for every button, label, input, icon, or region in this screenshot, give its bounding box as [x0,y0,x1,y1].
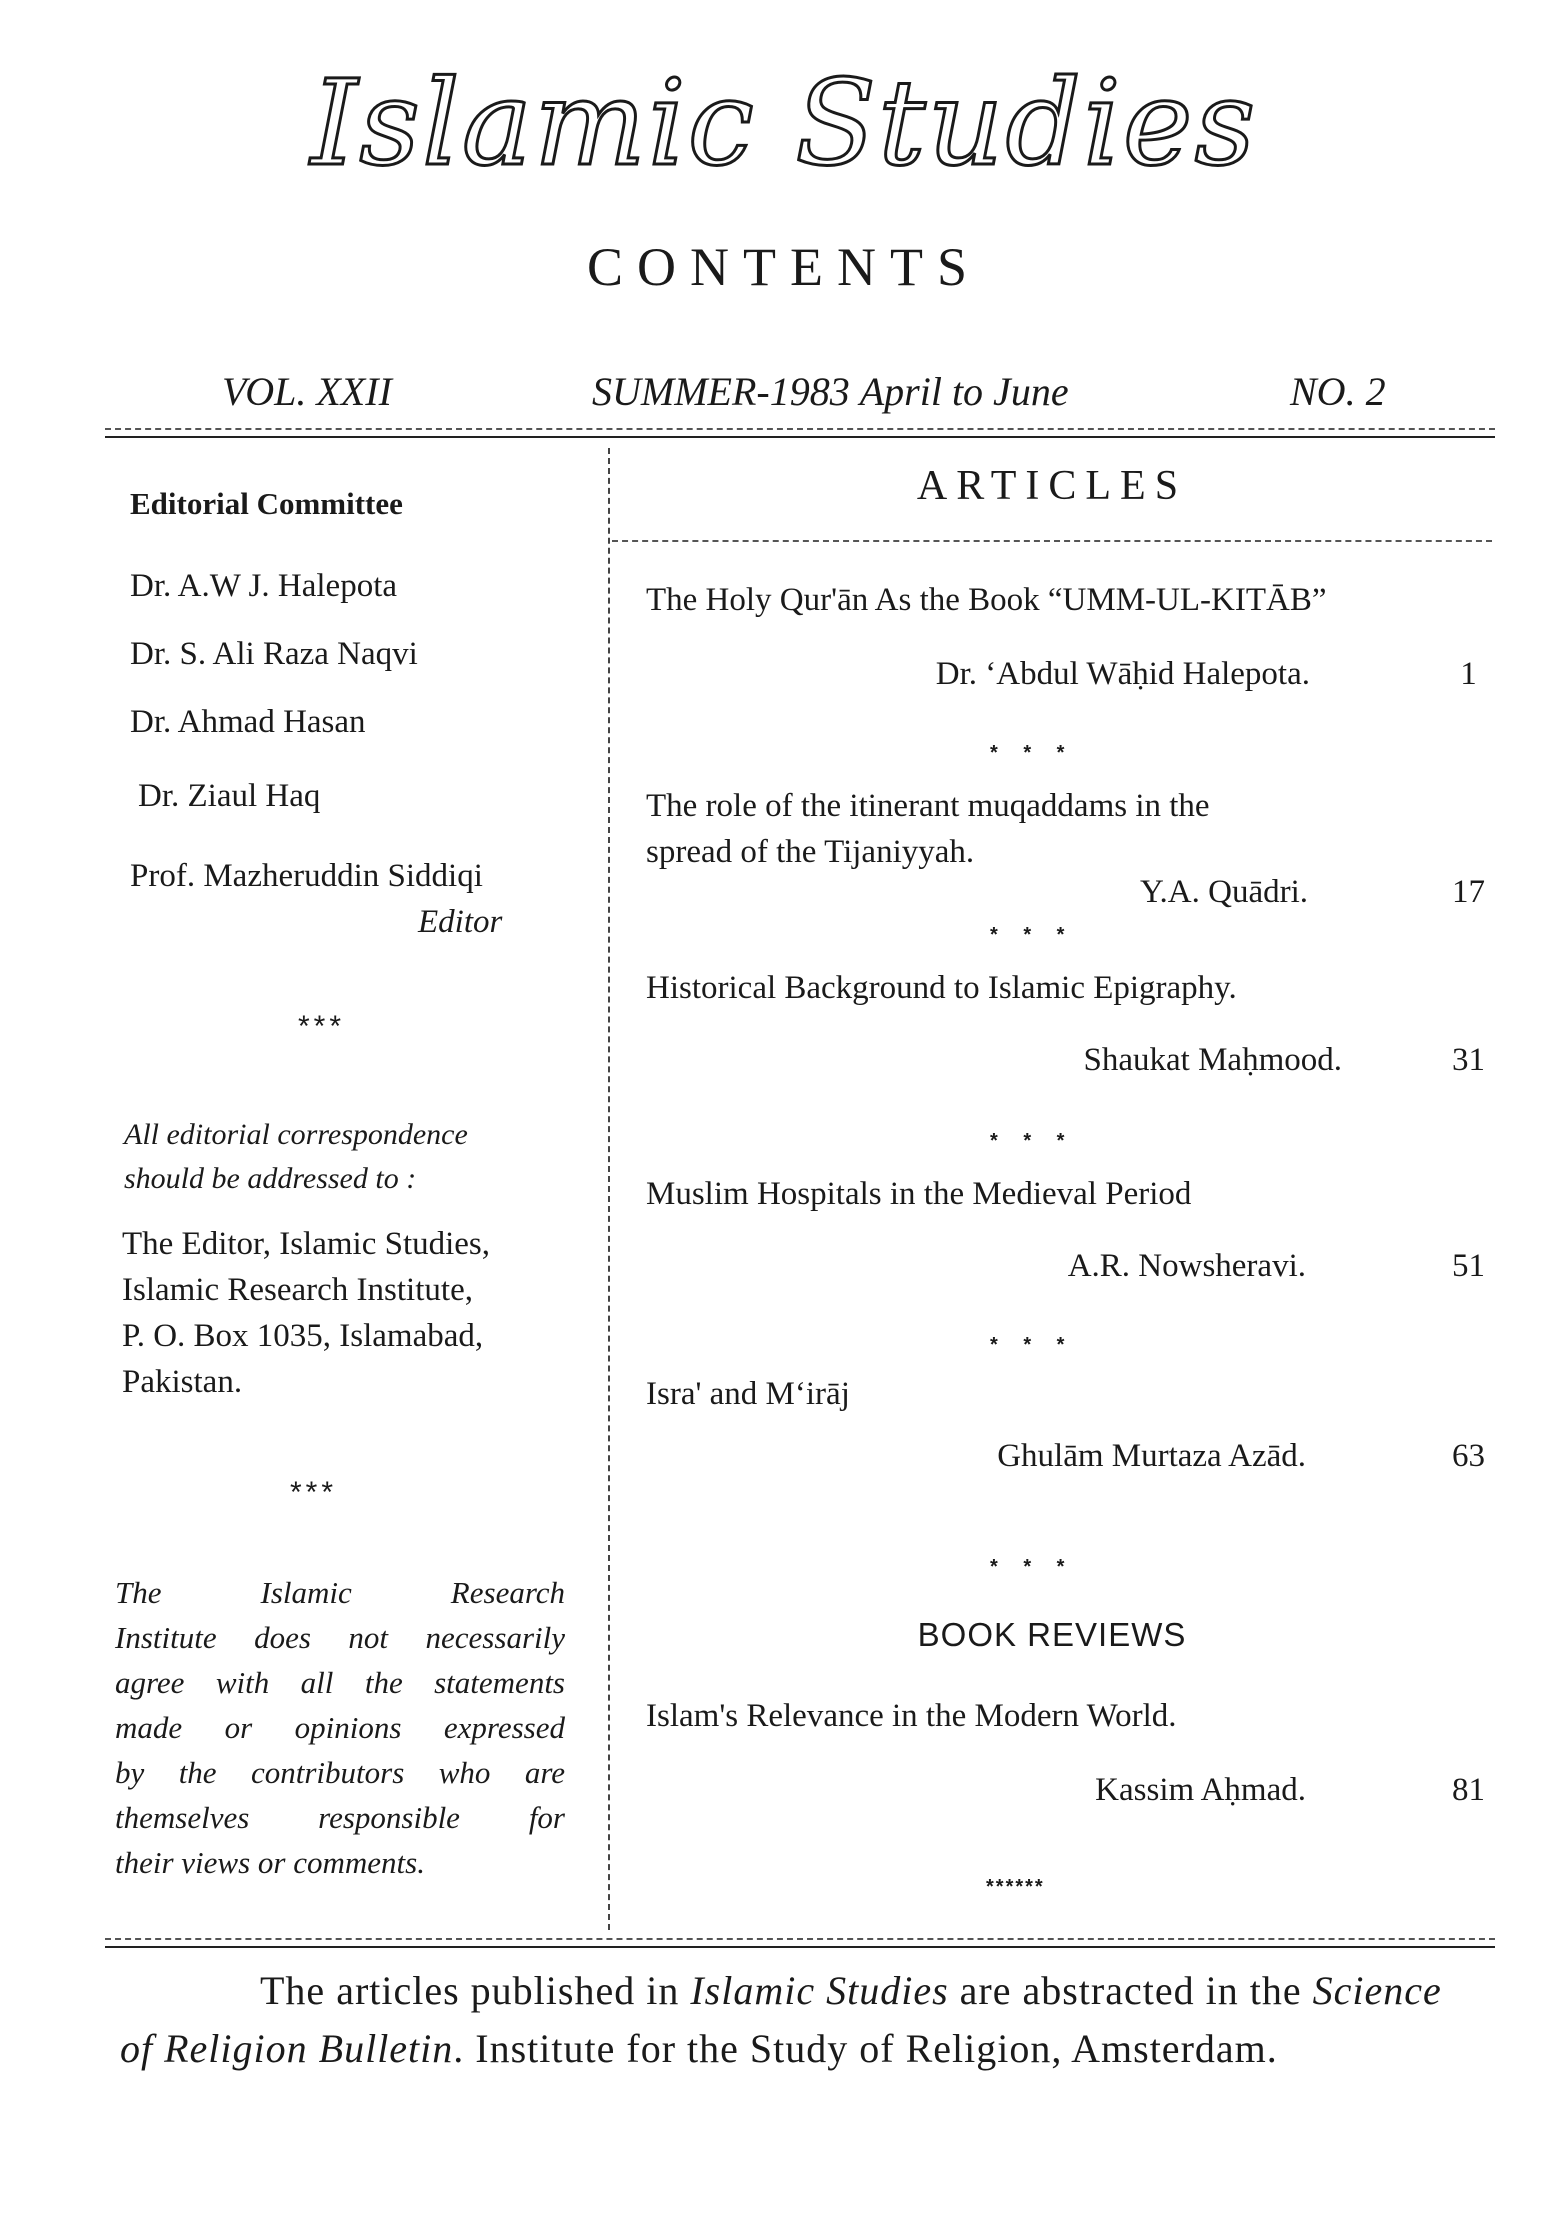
disclaimer [115,1570,565,1885]
review-author: Kassim Aḥmad. [1095,1772,1306,1808]
correspondence-note: All editorial correspondence [124,1118,468,1151]
article-author: Shaukat Maḥmood. [1083,1042,1342,1078]
book-reviews-heading: BOOK REVIEWS [917,1616,1187,1653]
article-title: The role of the itinerant muqaddams in the [646,788,1210,824]
article-separator: * * * [990,1556,1075,1578]
article-author: Ghulām Murtaza Azād. [997,1438,1306,1474]
disclaimer-line: by the contributors who are [115,1755,565,1790]
article-page: 63 [1452,1438,1485,1474]
disclaimer-line: their views or comments. [115,1845,425,1880]
bottom-solid-rule [105,1946,1495,1948]
disclaimer-line: agree with all the statements [115,1665,565,1700]
articles-heading: ARTICLES [916,463,1188,509]
months-label: April to June [859,369,1069,414]
volume-label: VOL. XXII [222,369,392,414]
editorial-member: Dr. S. Ali Raza Naqvi [130,636,418,672]
footer-text: are abstracted in the [948,1968,1313,2013]
end-mark: ****** [986,1876,1045,1898]
editorial-divider: *** [298,1010,346,1043]
journal-masthead-logo: Islamic Studies [310,54,1258,192]
correspondence-note: should be addressed to : [124,1162,417,1195]
footer-text: The articles published in [260,1968,691,2013]
article-separator: * * * [990,1130,1075,1152]
address-line: The Editor, Islamic Studies, [122,1226,491,1262]
review-page: 81 [1452,1772,1485,1808]
disclaimer-line: The Islamic Research [115,1575,565,1610]
article-title: The Holy Qur'ān As the Book “UMM-UL-KITĀB” [646,582,1327,618]
season-year: SUMMER-1983 [592,369,850,414]
article-page: 51 [1452,1248,1485,1284]
editorial-divider: *** [290,1476,338,1509]
article-title: Isra' and M‘irāj [646,1376,850,1412]
contents-title: CONTENTS [587,237,981,297]
footer-bulletin: Science of Religion Bulletin [120,1968,1442,2071]
editorial-member: Dr. A.W J. Halepota [130,568,398,604]
top-dashed-rule [105,428,1495,430]
editorial-member: Prof. Mazheruddin Siddiqi [130,858,483,894]
editorial-member: Dr. Ahmad Hasan [130,704,366,740]
issue-number: NO. 2 [1290,369,1386,414]
article-page: 17 [1452,874,1485,910]
article-title: spread of the Tijaniyyah. [646,834,975,870]
article-title: Historical Background to Islamic Epigraphy. [646,970,1237,1006]
article-author: Y.A. Quādri. [1139,874,1308,910]
articles-rule [612,540,1492,542]
article-author: Dr. ‘Abdul Wāḥid Halepota. [935,656,1310,692]
article-separator: * * * [990,924,1075,946]
article-title: Muslim Hospitals in the Medieval Period [646,1176,1192,1212]
top-solid-rule [105,436,1495,438]
article-page: 31 [1452,1042,1485,1078]
bottom-dashed-rule [105,1938,1495,1940]
editor-role: Editor [418,904,503,940]
article-separator: * * * [990,742,1075,764]
column-divider [608,448,610,1930]
editorial-heading: Editorial Committee [130,486,403,521]
address-line: Pakistan. [122,1364,243,1400]
address-line: Islamic Research Institute, [122,1272,473,1308]
footer-text: . Institute for the Study of Religion, Amsterdam. [453,2026,1278,2071]
disclaimer-line: themselves responsible for [115,1800,565,1835]
address-line: P. O. Box 1035, Islamabad, [122,1318,484,1354]
review-title: Islam's Relevance in the Modern World. [646,1698,1177,1734]
season-label [592,368,1069,415]
editorial-member: Dr. Ziaul Haq [138,778,321,814]
article-separator: * * * [990,1334,1075,1356]
disclaimer-line: Institute does not necessarily [115,1620,565,1655]
footer-journal: Islamic Studies [690,1968,949,2013]
article-author: A.R. Nowsheravi. [1067,1248,1306,1284]
disclaimer-line: made or opinions expressed [115,1710,565,1745]
article-page: 1 [1460,656,1477,692]
abstracting-note [120,1962,1480,2078]
